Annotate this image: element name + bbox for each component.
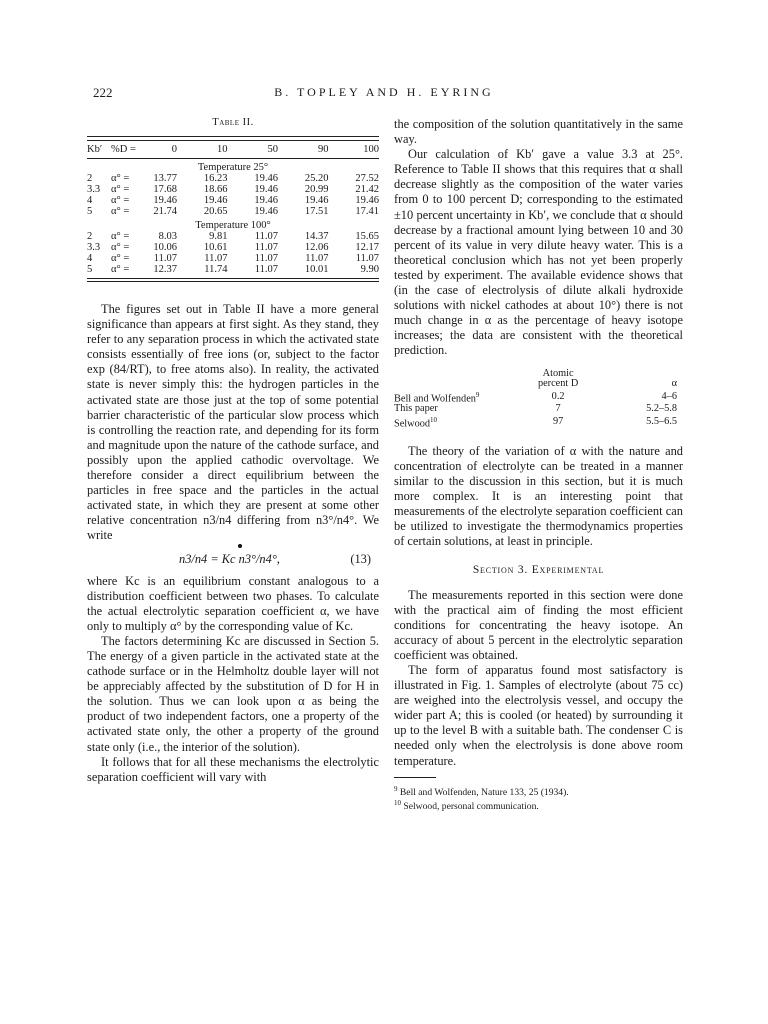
table-cell: 19.46 [254, 173, 278, 184]
table-cell: 19.46 [254, 195, 278, 206]
table-cell: α° = [111, 231, 130, 242]
column-header: 0 [147, 141, 177, 159]
page-number: 222 [93, 85, 113, 100]
table-cell: 25.20 [304, 173, 329, 184]
table-cell: α° = [111, 195, 130, 206]
paragraph: It follows that for all these mechanisms the electrolytic separation coefficient will vary with [87, 754, 379, 784]
footnote [394, 784, 683, 799]
table-cell: 97 [552, 416, 564, 428]
table-cell: 2 [87, 231, 93, 242]
equation-number: (13) [350, 551, 371, 566]
table-cell: 4 [87, 195, 93, 206]
table-cell: 8.03 [158, 231, 177, 242]
footnote [394, 798, 683, 813]
table-ii [87, 136, 379, 282]
table-cell: 5.5–6.5 [646, 416, 677, 428]
table-cell: 11.74 [177, 264, 228, 279]
table-cell: 10.01 [278, 264, 329, 279]
table-cell: 12.37 [147, 264, 177, 279]
table-cell: 11.07 [254, 253, 278, 264]
column-header: %D = [111, 141, 147, 159]
table-cell: 14.37 [304, 231, 329, 242]
table-cell: α° = [111, 173, 130, 184]
table-cell: 11.07 [228, 264, 279, 279]
table-cell: 21.74 [153, 206, 177, 217]
table-cell: 20.99 [304, 184, 329, 195]
alpha-comparison-table [394, 369, 683, 430]
table-row [394, 404, 683, 415]
table-cell: 0.2 [551, 390, 565, 402]
dot-mark [238, 544, 242, 548]
table-cell: 16.23 [203, 173, 228, 184]
paragraph: the composition of the solution quantitatively in the same way. [394, 117, 683, 147]
table-cell: 17.51 [304, 206, 329, 217]
table-cell: This paper [394, 403, 438, 415]
footnote-text: Bell and Wolfenden, Nature 133, 25 (1934). [399, 786, 569, 798]
equation-text: n3/n4 = Kc n3°/n4°, [179, 551, 280, 566]
table-cell: 11.07 [254, 242, 278, 253]
table-cell: 10.61 [203, 242, 228, 253]
table-cell: α° = [111, 264, 147, 279]
table-cell: 19.46 [254, 206, 278, 217]
table-row [87, 173, 379, 184]
table-cell: 18.66 [203, 184, 228, 195]
table-cell: α° = [111, 253, 130, 264]
table-cell: 5 [87, 206, 93, 217]
table-cell: 3.3 [87, 242, 101, 253]
table-row [87, 264, 379, 279]
left-column [87, 117, 379, 785]
table-cell: 19.46 [203, 195, 228, 206]
column-header: Atomic [542, 367, 574, 379]
equation-13 [87, 548, 379, 570]
table-cell: 5 [87, 264, 111, 279]
table-row [87, 195, 379, 206]
column-header: 10 [177, 141, 228, 159]
column-header: percent D [537, 378, 579, 389]
footnote-text: Selwood, personal communication. [403, 801, 539, 813]
table-cell: 21.42 [355, 184, 379, 195]
table-cell: α° = [111, 242, 130, 253]
table-cell: 11.07 [204, 253, 228, 264]
table-cell: 2 [87, 173, 93, 184]
table-row [87, 242, 379, 253]
running-head: B. TOPLEY AND H. EYRING [274, 85, 494, 99]
table-cell: 7 [555, 403, 561, 415]
table-cell: 4 [87, 253, 93, 264]
table-row [394, 390, 683, 405]
column-header: α [671, 378, 677, 389]
table-cell: 11.07 [355, 253, 379, 264]
table-cell: 13.77 [153, 173, 177, 184]
paragraph: The factors determining Kc are discussed in Section 5. The energy of a given particle in the activated state at the cathode surface or in the Helmholtz double layer will not be appreciably affected by the substitution of D for H in the solution. Thus we can look upon α as being the product of two independent factors, one a property of the activated state only, the other a property of the ground state only (i.e., the interior of the solution). [87, 633, 379, 754]
table-cell: 19.46 [153, 195, 177, 206]
table-cell: 17.68 [153, 184, 177, 195]
table-cell: Bell and Wolfenden [394, 392, 476, 404]
table-cell: 10.06 [153, 242, 177, 253]
right-column [394, 117, 683, 813]
table-cell: 20.65 [203, 206, 228, 217]
table-cell: 19.46 [304, 195, 329, 206]
table-row [87, 184, 379, 195]
footnote-mark: 9 [394, 784, 398, 793]
section-label: Temperature 25° [197, 162, 269, 173]
footnote-mark: 10 [394, 799, 401, 808]
column-header: Kb′ [87, 141, 111, 159]
table-cell: 17.41 [355, 206, 379, 217]
footnote-ref: 10 [430, 415, 438, 424]
table-title: Table II. [212, 117, 254, 128]
table-cell: 19.46 [355, 195, 379, 206]
table-cell: Selwood [394, 418, 431, 430]
table-cell: 11.07 [254, 231, 278, 242]
table-cell: 3.3 [87, 184, 101, 195]
footnote-rule [394, 777, 436, 778]
table-cell: 11.07 [305, 253, 329, 264]
section-heading: Section 3. Experimental [472, 563, 605, 576]
footnote-ref: 9 [475, 390, 480, 399]
table-cell: 11.07 [153, 253, 177, 264]
paragraph: Our calculation of Kb′ gave a value 3.3 at 25°. Reference to Table II shows that this requires that α shall decrease slightly as the composition of the water varies from 0 to 100 percent D; corresponding to the estimated ±10 percent uncertainty in Kb′, we conclude that α should decrease by a fractional amount lying between 10 and 30 percent of its value in very dilute heavy water. This is a theoretical conclusion which has not yet been properly tested by experiment. The available evidence shows that (in the case of electrolysis of dilute alkali hydroxide solutions with nickel cathodes at about 10°) there is not much change in α as the percentage of heavy isotope increases; the data are consistent with the theoretical prediction. [394, 147, 683, 358]
table-row [87, 231, 379, 242]
table-row [87, 206, 379, 217]
paragraph: where Kc is an equilibrium constant analogous to a distribution coefficient between two phases. To calculate the actual electrolytic separation coefficient α, we have only to multiply α° by the corresponding value of Kc. [87, 573, 379, 633]
paragraph: The figures set out in Table II have a more general significance than appears at first sight. As they stand, they refer to any separation process in which the activated state consists essentially of free ions (or, subject to the factor exp (84/RT), to free atoms also). In reality, the activated state is never simply this: the hydrogen particles in the activated state are those just at the top of some potential barrier characteristic of the particular slow process which is controlling the reaction rate, and depending for its form and magnitude upon the nature of the cathode surface, and possibly upon the applied cathodic overvoltage. We therefore consider a direct equilibrium between the particles in free space and the particles in the actual activated state, in which they are present at some other relative concentration n3/n4 differing from n3°/n4°. We write [87, 302, 379, 543]
table-header-row [87, 141, 379, 159]
paragraph: The theory of the variation of α with the nature and concentration of electrolyte can be treated in a manner similar to the discussion in this section, but it is much more complex. It is an interesting point that measurements of the electrolyte separation coefficient can be utilized to investigate the thermodynamics properties of certain solutions, at least in principle. [394, 443, 683, 549]
table-cell: 9.81 [209, 231, 228, 242]
column-header: 50 [228, 141, 279, 159]
table-cell: 9.90 [329, 264, 380, 279]
paragraph: The measurements reported in this section were done with the practical aim of finding the most efficient conditions for concentrating the heavy isotope. An accuracy of about 5 percent in the electrolytic separation coefficient was obtained. [394, 587, 683, 662]
table-row [394, 415, 683, 430]
table-cell: 27.52 [355, 173, 379, 184]
page-header [0, 85, 768, 101]
table-cell: 12.06 [304, 242, 329, 253]
table-row [87, 253, 379, 264]
table-cell: 15.65 [355, 231, 379, 242]
table-cell: 12.17 [355, 242, 379, 253]
table-cell: 5.2–5.8 [646, 403, 677, 415]
column-header: 90 [278, 141, 329, 159]
table-cell: α° = [111, 206, 130, 217]
paragraph: The form of apparatus found most satisfactory is illustrated in Fig. 1. Samples of electrolyte (about 75 cc) are weighed into the electrolysis vessel, and occupy the wider part A; this is cooled (or heated) by surrounding it up to the level B with a suitable bath. The condenser C is needed only when the electrolysis is done above room temperature. [394, 662, 683, 768]
table-cell: 4–6 [661, 390, 677, 402]
section-label: Temperature 100° [195, 220, 271, 231]
column-header: 100 [329, 141, 380, 159]
table-cell: 19.46 [254, 184, 278, 195]
table-cell: α° = [111, 184, 130, 195]
